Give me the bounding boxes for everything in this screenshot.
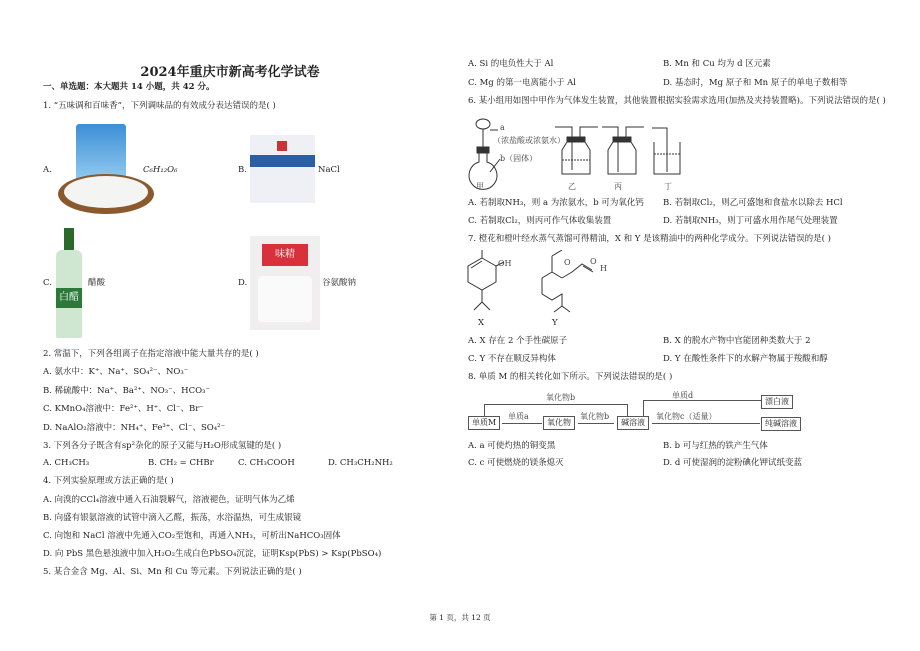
q5-option-c: C. Mg 的第一电离能小于 Al — [468, 78, 577, 88]
apparatus-diagram — [462, 112, 692, 192]
question-5-stem: 5. 某合金含 Mg、Al、Si、Mn 和 Cu 等元素。下列说法正确的是( ) — [43, 567, 302, 577]
y-o2-label: O — [590, 257, 597, 266]
q4-option-d: D. 向 PbS 黑色悬浊液中加入H₂O₂生成白色PbSO₄沉淀，证明Ksp(PbS) > Ksp(PbSO₄) — [43, 549, 382, 559]
q6-option-d: D. 若制取NH₃，则丁可盛水用作尾气处理装置 — [663, 216, 838, 226]
q4-option-b: B. 向盛有银氨溶液的试管中滴入乙醛，振荡，水浴温热，可生成银镜 — [43, 513, 302, 523]
label-oxide-b: 氧化物b — [580, 412, 610, 421]
structures-x-y — [462, 250, 622, 322]
box-bleach: 漂白液 — [761, 395, 793, 409]
q8-option-d: D. d 可使湿润的淀粉碘化钾试纸变蓝 — [663, 458, 803, 468]
q7-option-a: A. X 存在 2 个手性碳原子 — [468, 336, 568, 346]
q8-option-a: A. a 可使灼热的铜变黑 — [468, 441, 556, 451]
q1-option-d-text: 谷氨酸钠 — [322, 278, 357, 288]
label-oxide-c: 氧化物c（适量） — [656, 412, 717, 421]
q6-option-b: B. 若制取Cl₂，则乙可盛饱和食盐水以除去 HCl — [663, 198, 843, 208]
q6-option-a: A. 若制取NH₃，则 a 为浓氨水，b 可为氧化钙 — [468, 198, 644, 208]
page-title: 2024年重庆市新高考化学试卷 — [140, 65, 320, 80]
box-element-m: 单质M — [468, 416, 500, 430]
q1-option-a-text: C₆H₁₂O₆ — [143, 165, 178, 175]
box-base-solution: 碱溶液 — [617, 416, 649, 430]
question-7-stem: 7. 橙花和橙叶经水蒸气蒸馏可得精油，X 和 Y 是该精油中的两种化学成分。下列说法错误的是( ) — [468, 234, 831, 244]
label-a-note: （浓盐酸或浓氨水） — [493, 136, 565, 145]
salt-package-image — [250, 135, 315, 203]
q4-option-c: C. 向饱和 NaCl 溶液中先通入CO₂至饱和，再通入NH₃，可析出NaHCO₃固体 — [43, 531, 341, 541]
y-o1-label: O — [564, 258, 571, 267]
q5-option-a: A. Si 的电负性大于 Al — [468, 59, 554, 69]
q7-option-d: D. Y 在酸性条件下的水解产物属于羧酸和醇 — [663, 354, 828, 364]
y-h-label: H — [600, 264, 607, 273]
vinegar-label: 白醋 — [56, 288, 82, 308]
q7-option-c: C. Y 不存在顺反异构体 — [468, 354, 556, 364]
x-oh-label: OH — [498, 259, 512, 268]
q1-option-c-text: 醋酸 — [88, 278, 106, 288]
question-6-stem: 6. 某小组用如图中甲作为气体发生装置，其他装置根据实验需求选用(加热及夹持装置略)。下列说法错误的是( ) — [468, 96, 886, 106]
label-element-a: 单质a — [508, 412, 529, 421]
q2-option-d: D. NaAlO₂溶液中：NH₄⁺、Fe³⁺、Cl⁻、SO₄²⁻ — [43, 423, 226, 433]
msg-package-image — [250, 236, 320, 330]
q2-option-c: C. KMnO₄溶液中：Fe²⁺、H⁺、Cl⁻、Br⁻ — [43, 404, 204, 414]
q1-option-c-label: C. — [43, 278, 52, 288]
section-heading: 一、单选题：本大题共 14 小题，共 42 分。 — [43, 82, 215, 92]
q8-option-b: B. b 可与红热的铁产生气体 — [663, 441, 768, 451]
q1-option-a-label: A. — [43, 165, 52, 175]
page-footer: 第 1 页，共 12 页 — [429, 613, 491, 622]
label-element-d: 单质d — [672, 391, 694, 400]
question-1-stem: 1. “五味调和百味香”，下列调味品的有效成分表达错误的是( ) — [43, 101, 276, 111]
q3-option-b: B. CH₂ = CHBr — [148, 458, 214, 468]
question-3-stem: 3. 下列各分子既含有sp²杂化的原子又能与H₂O形成氢键的是( ) — [43, 441, 282, 451]
q1-option-b-label: B. — [238, 165, 247, 175]
vinegar-bottle-image — [54, 228, 84, 340]
msg-label: 味精 — [262, 244, 308, 266]
label-oxide-b-top: 氧化物b — [546, 393, 576, 402]
q2-option-b: B. 稀硫酸中：Na⁺、Ba²⁺、NO₃⁻、HCO₃⁻ — [43, 386, 210, 396]
q8-option-c: C. c 可使燃烧的镁条熄灭 — [468, 458, 564, 468]
question-2-stem: 2. 常温下，下列各组离子在指定溶液中能大量共存的是( ) — [43, 349, 259, 359]
sugar-bag-image — [58, 124, 156, 216]
box-soda-solution: 纯碱溶液 — [761, 417, 801, 431]
q5-option-b: B. Mn 和 Cu 均为 d 区元素 — [663, 59, 771, 69]
structure-x-label: X — [478, 318, 485, 328]
label-ding: 丁 — [664, 182, 672, 191]
q3-option-c: C. CH₃COOH — [238, 458, 295, 468]
label-a: a — [500, 123, 505, 132]
label-bing: 丙 — [614, 182, 622, 191]
q1-option-d-label: D. — [238, 278, 248, 288]
q3-option-a: A. CH₃CH₃ — [43, 458, 90, 468]
label-jia: 甲 — [476, 182, 484, 191]
q5-option-d: D. 基态时，Mg 原子和 Mn 原子的单电子数相等 — [663, 78, 848, 88]
q3-option-d: D. CH₃CH₂NH₂ — [328, 458, 393, 468]
structure-y-label: Y — [552, 318, 558, 328]
q6-option-c: C. 若制取Cl₂，则丙可作气体收集装置 — [468, 216, 612, 226]
question-4-stem: 4. 下列实验原理或方法正确的是( ) — [43, 476, 174, 486]
question-8-stem: 8. 单质 M 的相关转化如下所示。下列说法错误的是( ) — [468, 372, 673, 382]
label-b: b（固体） — [500, 154, 538, 163]
q7-option-b: B. X 的脱水产物中官能团种类数大于 2 — [663, 336, 811, 346]
box-oxide: 氧化物 — [543, 416, 575, 430]
q4-option-a: A. 向溴的CCl₄溶液中通入石油裂解气，溶液褪色，证明气体为乙烯 — [43, 495, 295, 505]
label-yi: 乙 — [568, 182, 576, 191]
q2-option-a: A. 氨水中：K⁺、Na⁺、SO₄²⁻、NO₃⁻ — [43, 367, 189, 377]
q1-option-b-text: NaCl — [318, 165, 340, 175]
